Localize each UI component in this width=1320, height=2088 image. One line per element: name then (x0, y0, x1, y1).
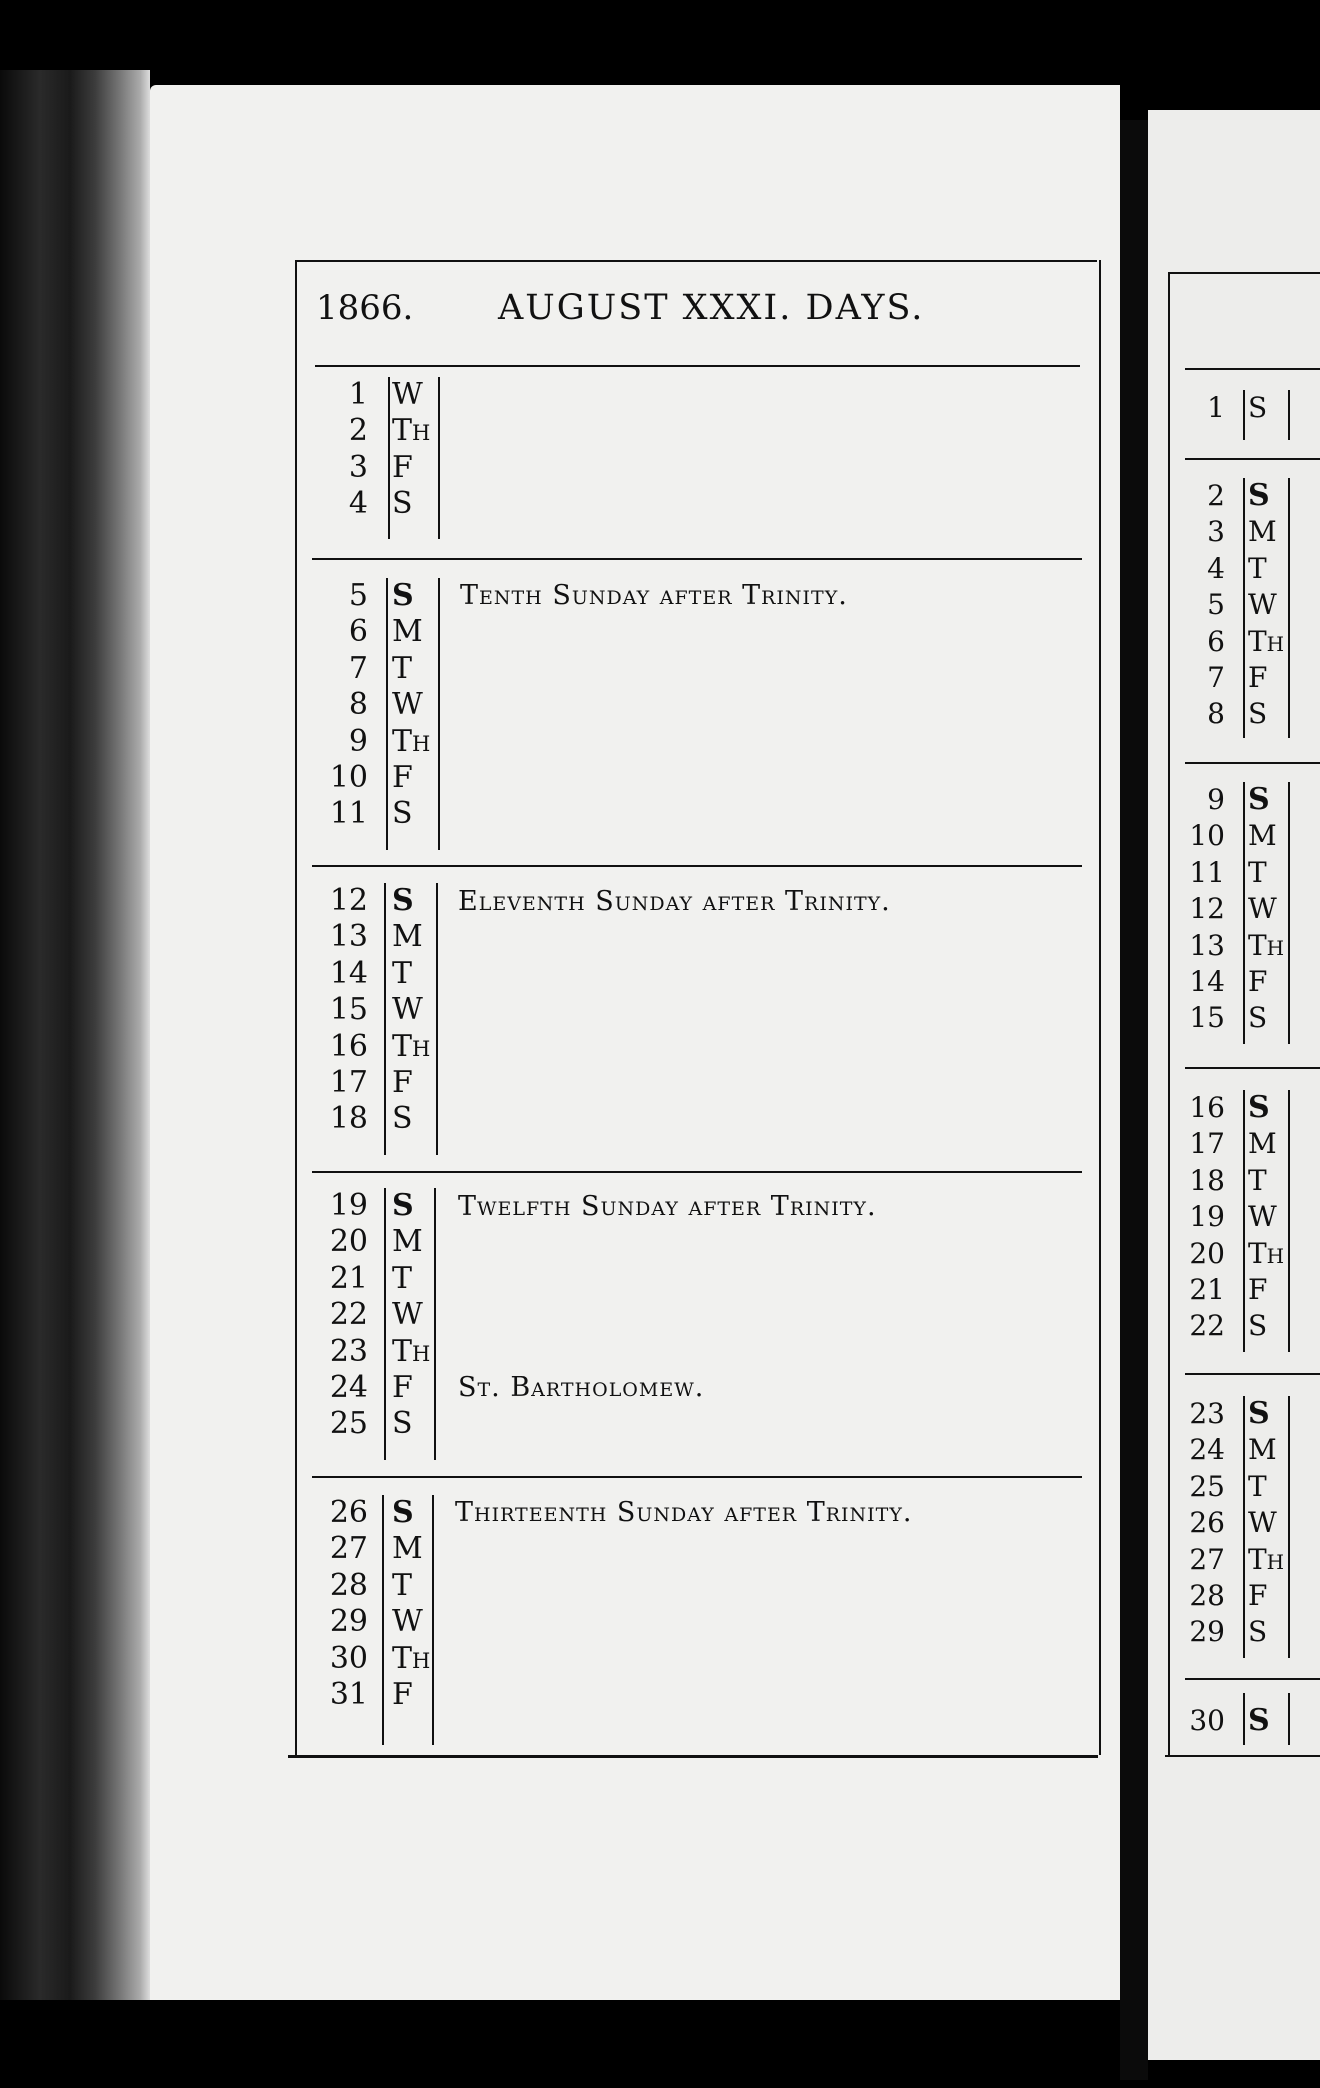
day-abbr: S (392, 796, 413, 832)
day-abbr: M (392, 1224, 423, 1260)
column-rule (1288, 1396, 1290, 1658)
day-number: 13 (329, 919, 368, 955)
day-number: 27 (329, 1531, 368, 1567)
sunday-glyph: S (1248, 782, 1270, 817)
day-number: 2 (348, 413, 368, 449)
column-rule (438, 578, 440, 850)
column-rule (434, 1188, 436, 1460)
right-week-separator (1185, 1373, 1320, 1375)
right-week-separator (1185, 368, 1320, 370)
week-note: Twelfth Sunday after Trinity. (458, 1191, 877, 1222)
column-rule (1288, 1090, 1290, 1352)
day-abbr: T (1248, 1163, 1267, 1197)
day-number: 25 (329, 1406, 368, 1442)
day-abbr: W (392, 1604, 423, 1640)
day-number: 19 (1189, 1200, 1225, 1234)
sunday-glyph: S (1248, 1703, 1270, 1738)
day-number: 28 (1189, 1578, 1225, 1612)
day-abbr: F (392, 1064, 413, 1100)
column-rule (438, 377, 440, 539)
day-number: 10 (329, 759, 368, 795)
sunday-glyph: S (1248, 1090, 1270, 1125)
frame-bottom-rule (288, 1755, 1098, 1758)
day-number: 23 (329, 1333, 368, 1369)
day-abbr: S (1248, 1309, 1268, 1343)
day-number: 22 (329, 1297, 368, 1333)
right-frame-top (1168, 272, 1320, 274)
column-rule (1243, 782, 1245, 1044)
day-number: 20 (329, 1224, 368, 1260)
day-abbr: M (1248, 1433, 1277, 1467)
week-separator (312, 1476, 1082, 1478)
column-rule (1243, 1090, 1245, 1352)
day-abbr: T (1248, 551, 1267, 585)
column-rule (1288, 782, 1290, 1044)
book-gutter (1120, 120, 1148, 2080)
day-abbr: S (1248, 391, 1268, 424)
sunday-glyph: S (392, 1188, 414, 1223)
day-abbr: F (392, 759, 413, 795)
day-number: 24 (1189, 1433, 1225, 1467)
day-abbr: W (1248, 588, 1277, 622)
column-rule (1243, 1396, 1245, 1658)
day-abbr: M (1248, 515, 1277, 549)
week-note: Tenth Sunday after Trinity. (460, 580, 848, 611)
day-number: 12 (1189, 892, 1225, 926)
day-abbr: W (392, 992, 423, 1028)
right-frame-bottom (1165, 1755, 1320, 1757)
day-number: 6 (1207, 624, 1225, 658)
day-number: 26 (329, 1495, 368, 1530)
day-abbr: S (392, 1101, 413, 1137)
day-abbr: T (392, 955, 413, 991)
day-number: 29 (1189, 1615, 1225, 1649)
day-number: 15 (329, 992, 368, 1028)
day-number: 21 (329, 1260, 368, 1296)
day-number: 29 (329, 1604, 368, 1640)
day-abbr: Th (392, 1333, 431, 1369)
day-number: 3 (1207, 515, 1225, 549)
right-week-separator (1185, 1067, 1320, 1069)
day-abbr: F (392, 1369, 413, 1405)
day-abbr: W (1248, 1506, 1277, 1540)
day-number: 16 (329, 1028, 368, 1064)
day-number: 4 (1207, 551, 1225, 585)
right-frame-left (1168, 272, 1170, 1757)
day-number: 15 (1189, 1001, 1225, 1035)
day-number: 17 (329, 1064, 368, 1100)
day-abbr: M (392, 614, 423, 650)
day-abbr: F (1248, 964, 1268, 998)
day-number: 24 (329, 1369, 368, 1405)
day-number: 7 (348, 650, 368, 686)
day-abbr: S (392, 1406, 413, 1442)
day-abbr: W (392, 687, 423, 723)
day-number: 18 (329, 1101, 368, 1137)
day-abbr: F (392, 1676, 413, 1712)
day-number: 16 (1189, 1091, 1225, 1124)
column-rule (384, 883, 386, 1155)
column-rule (386, 578, 388, 850)
day-abbr: W (1248, 892, 1277, 926)
calendar-title: AUGUST XXXI. DAYS. (498, 288, 925, 328)
day-number: 21 (1189, 1272, 1225, 1306)
day-abbr: F (1248, 1272, 1268, 1306)
day-abbr: S (1248, 697, 1268, 731)
day-number: 5 (1207, 588, 1225, 622)
column-rule (1243, 1693, 1245, 1745)
day-abbr: Th (392, 1028, 431, 1064)
day-abbr: F (392, 449, 413, 485)
column-rule (1288, 1693, 1290, 1745)
week-separator (312, 865, 1082, 867)
day-number: 14 (1189, 964, 1225, 998)
day-abbr: M (1248, 1127, 1277, 1161)
day-number: 4 (348, 486, 368, 522)
calendar-year: 1866. (316, 288, 414, 328)
day-number: 6 (348, 614, 368, 650)
right-week-separator (1185, 1678, 1320, 1680)
day-number: 17 (1189, 1127, 1225, 1161)
day-abbr: M (1248, 819, 1277, 853)
right-week-separator (1185, 762, 1320, 764)
sunday-glyph: S (392, 1495, 414, 1530)
day-abbr: T (1248, 855, 1267, 889)
day-abbr: T (392, 1260, 413, 1296)
day-number: 23 (1189, 1397, 1225, 1430)
sunday-glyph: S (1248, 478, 1270, 513)
day-abbr: W (392, 377, 423, 412)
day-number: 1 (1207, 391, 1225, 424)
day-abbr: Th (1248, 928, 1285, 962)
day-number: 12 (329, 883, 368, 918)
column-rule (384, 1188, 386, 1460)
day-number: 3 (348, 449, 368, 485)
day-number: 8 (1207, 697, 1225, 731)
day-abbr: F (1248, 660, 1268, 694)
week-separator (315, 365, 1080, 367)
column-rule (1243, 478, 1245, 738)
day-number: 28 (329, 1567, 368, 1603)
column-rule (436, 883, 438, 1155)
day-abbr: S (392, 486, 413, 522)
day-number: 11 (329, 796, 368, 832)
sunday-glyph: S (1248, 1396, 1270, 1431)
day-number: 8 (348, 687, 368, 723)
day-abbr: T (392, 1567, 413, 1603)
column-rule (1243, 390, 1245, 440)
day-abbr: Th (392, 1640, 431, 1676)
sunday-glyph: S (392, 578, 414, 613)
day-number: 30 (329, 1640, 368, 1676)
day-number: 9 (348, 723, 368, 759)
book-spine (0, 70, 150, 2000)
column-rule (1288, 390, 1290, 440)
day-number: 1 (348, 377, 368, 412)
day-number: 10 (1189, 819, 1225, 853)
day-abbr: T (392, 650, 413, 686)
day-abbr: Th (1248, 624, 1285, 658)
day-abbr: Th (1248, 1542, 1285, 1576)
day-number: 13 (1189, 928, 1225, 962)
day-abbr: Th (1248, 1236, 1285, 1270)
day-number: 7 (1207, 660, 1225, 694)
day-abbr: M (392, 1531, 423, 1567)
right-week-separator (1185, 458, 1320, 460)
day-abbr: W (392, 1297, 423, 1333)
day-number: 9 (1207, 783, 1225, 816)
day-number: 30 (1189, 1704, 1225, 1737)
day-number: 25 (1189, 1469, 1225, 1503)
day-number: 14 (329, 955, 368, 991)
day-number: 5 (348, 578, 368, 613)
day-number: 26 (1189, 1506, 1225, 1540)
day-abbr: Th (392, 413, 431, 449)
column-rule (432, 1495, 434, 1745)
sunday-glyph: S (392, 883, 414, 918)
day-number: 27 (1189, 1542, 1225, 1576)
week-note: Thirteenth Sunday after Trinity. (455, 1497, 913, 1528)
day-number: 20 (1189, 1236, 1225, 1270)
week-separator (312, 1171, 1082, 1173)
week-separator (312, 558, 1082, 560)
day-abbr: Th (392, 723, 431, 759)
day-number: 22 (1189, 1309, 1225, 1343)
day-abbr: S (1248, 1001, 1268, 1035)
day-abbr: S (1248, 1615, 1268, 1649)
column-rule (1288, 478, 1290, 738)
day-abbr: F (1248, 1578, 1268, 1612)
right-page (1148, 110, 1320, 2060)
day-abbr: T (1248, 1469, 1267, 1503)
day-number: 31 (329, 1676, 368, 1712)
column-rule (382, 1495, 384, 1745)
day-number: 19 (329, 1188, 368, 1223)
day-number: 2 (1207, 479, 1225, 512)
column-rule (388, 377, 390, 539)
day-abbr: M (392, 919, 423, 955)
week-note: Eleventh Sunday after Trinity. (458, 886, 891, 917)
day-number: 11 (1189, 855, 1225, 889)
day-number: 18 (1189, 1163, 1225, 1197)
day-abbr: W (1248, 1200, 1277, 1234)
feast-note: St. Bartholomew. (458, 1372, 705, 1403)
